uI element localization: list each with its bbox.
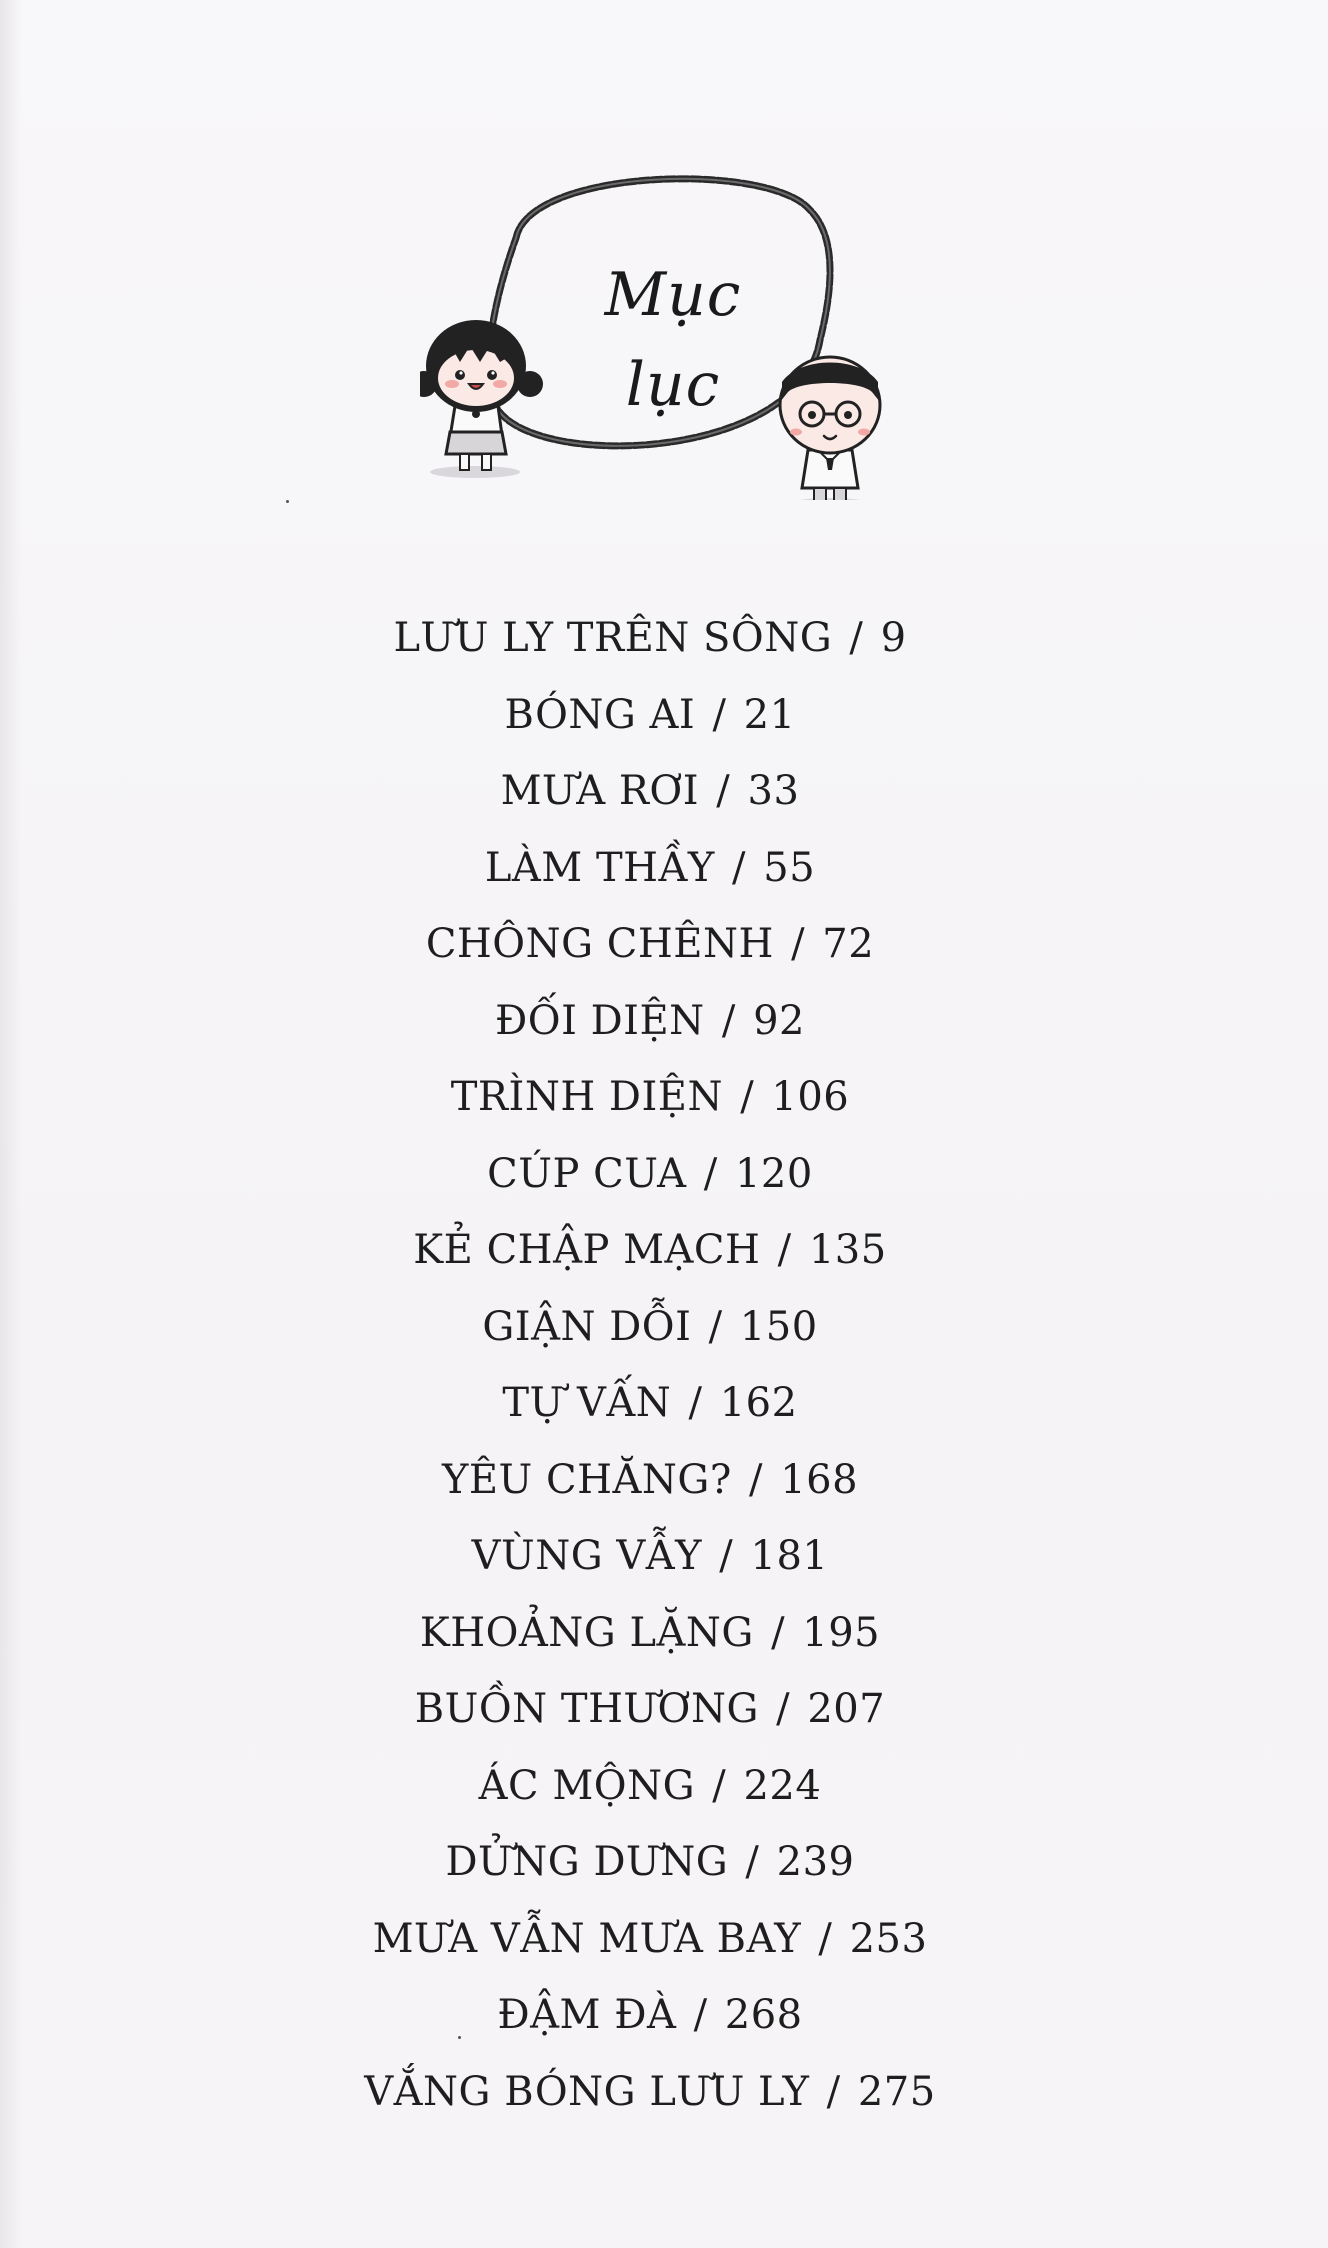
separator: / bbox=[740, 1074, 755, 1120]
chapter-title: CHÔNG CHÊNH bbox=[425, 921, 774, 967]
page-number: 207 bbox=[807, 1686, 886, 1732]
page-number: 72 bbox=[822, 921, 875, 967]
page-number: 195 bbox=[802, 1609, 881, 1656]
chapter-title: LÀM THẦY bbox=[484, 844, 715, 891]
page-number: 120 bbox=[734, 1150, 813, 1197]
paper-speck bbox=[286, 500, 289, 503]
separator: / bbox=[849, 615, 864, 661]
separator: / bbox=[826, 2068, 841, 2115]
toc-entry bbox=[300, 600, 1000, 677]
chapter-title: CÚP CUA bbox=[487, 1150, 687, 1197]
separator: / bbox=[732, 844, 747, 891]
toc-entry bbox=[300, 1518, 1000, 1595]
separator: / bbox=[777, 1227, 792, 1273]
separator: / bbox=[693, 1992, 708, 2038]
chapter-title: GIẬN DỖI bbox=[482, 1303, 692, 1350]
page-edge-shadow bbox=[0, 0, 22, 2248]
toc-title: Mục lục bbox=[604, 260, 742, 420]
separator: / bbox=[776, 1686, 791, 1732]
toc-list bbox=[300, 600, 1000, 2130]
page-number: 181 bbox=[750, 1533, 829, 1579]
page-number: 92 bbox=[753, 997, 805, 1044]
chapter-title: ĐẬM ĐÀ bbox=[497, 1992, 677, 2038]
separator: / bbox=[745, 1839, 760, 1885]
toc-entry bbox=[300, 1442, 1000, 1519]
toc-entry bbox=[300, 1136, 1000, 1213]
separator: / bbox=[771, 1609, 786, 1656]
page-number: 106 bbox=[771, 1074, 850, 1120]
toc-entry bbox=[300, 2054, 1000, 2131]
page-number: 239 bbox=[776, 1839, 855, 1885]
page-number: 275 bbox=[857, 2068, 936, 2115]
page-number: 9 bbox=[880, 615, 907, 661]
chapter-title: TRÌNH DIỆN bbox=[450, 1074, 723, 1120]
separator: / bbox=[688, 1380, 703, 1426]
page-number: 21 bbox=[743, 691, 796, 738]
separator: / bbox=[721, 997, 736, 1044]
chapter-title: ÁC MỘNG bbox=[478, 1762, 696, 1809]
toc-entry bbox=[300, 1059, 1000, 1136]
separator: / bbox=[708, 1303, 723, 1350]
toc-entry bbox=[300, 1824, 1000, 1901]
toc-entry bbox=[300, 906, 1000, 983]
chapter-title: KẺ CHẬP MẠCH bbox=[413, 1227, 761, 1273]
chapter-title: ĐỐI DIỆN bbox=[495, 997, 705, 1044]
chapter-title: YÊU CHĂNG? bbox=[441, 1456, 732, 1503]
chapter-title: KHOẢNG LẶNG bbox=[419, 1609, 754, 1656]
separator: / bbox=[791, 921, 806, 967]
toc-entry bbox=[300, 1977, 1000, 2054]
separator: / bbox=[703, 1150, 718, 1197]
girl-character bbox=[420, 320, 543, 478]
page-number: 150 bbox=[739, 1303, 818, 1350]
chapter-title: MƯA VẪN MƯA BAY bbox=[372, 1915, 802, 1962]
toc-entry bbox=[300, 1748, 1000, 1825]
toc-entry bbox=[300, 1289, 1000, 1366]
boy-character bbox=[780, 357, 880, 500]
page-number: 135 bbox=[808, 1227, 887, 1273]
page-number: 253 bbox=[849, 1915, 928, 1962]
separator: / bbox=[712, 1762, 727, 1809]
chapter-title: VẮNG BÓNG LƯU LY bbox=[364, 2068, 810, 2115]
toc-entry bbox=[300, 1595, 1000, 1672]
page-number: 168 bbox=[780, 1456, 859, 1503]
toc-entry bbox=[300, 1901, 1000, 1978]
chapter-title: BUỒN THƯƠNG bbox=[414, 1686, 759, 1732]
page-number: 33 bbox=[747, 768, 800, 814]
chapter-title: TỰ VẤN bbox=[502, 1380, 672, 1426]
chapter-title: MƯA RƠI bbox=[500, 768, 700, 814]
page-number: 268 bbox=[724, 1992, 803, 2038]
paper-speck bbox=[458, 2036, 461, 2039]
page-number: 224 bbox=[743, 1762, 822, 1809]
toc-entry bbox=[300, 677, 1000, 754]
chapter-title: DỬNG DƯNG bbox=[445, 1839, 729, 1885]
toc-entry bbox=[300, 830, 1000, 907]
separator: / bbox=[712, 691, 727, 738]
page-number: 55 bbox=[763, 844, 816, 891]
toc-entry bbox=[300, 1212, 1000, 1289]
toc-entry bbox=[300, 1365, 1000, 1442]
toc-entry bbox=[300, 753, 1000, 830]
separator: / bbox=[716, 768, 731, 814]
toc-entry bbox=[300, 983, 1000, 1060]
page-number: 162 bbox=[719, 1380, 798, 1426]
toc-entry bbox=[300, 1671, 1000, 1748]
separator: / bbox=[719, 1533, 734, 1579]
separator: / bbox=[818, 1915, 833, 1962]
chapter-title: VÙNG VẪY bbox=[471, 1533, 703, 1579]
chapter-title: LƯU LY TRÊN SÔNG bbox=[393, 615, 833, 661]
separator: / bbox=[748, 1456, 763, 1503]
chapter-title: BÓNG AI bbox=[504, 691, 696, 738]
